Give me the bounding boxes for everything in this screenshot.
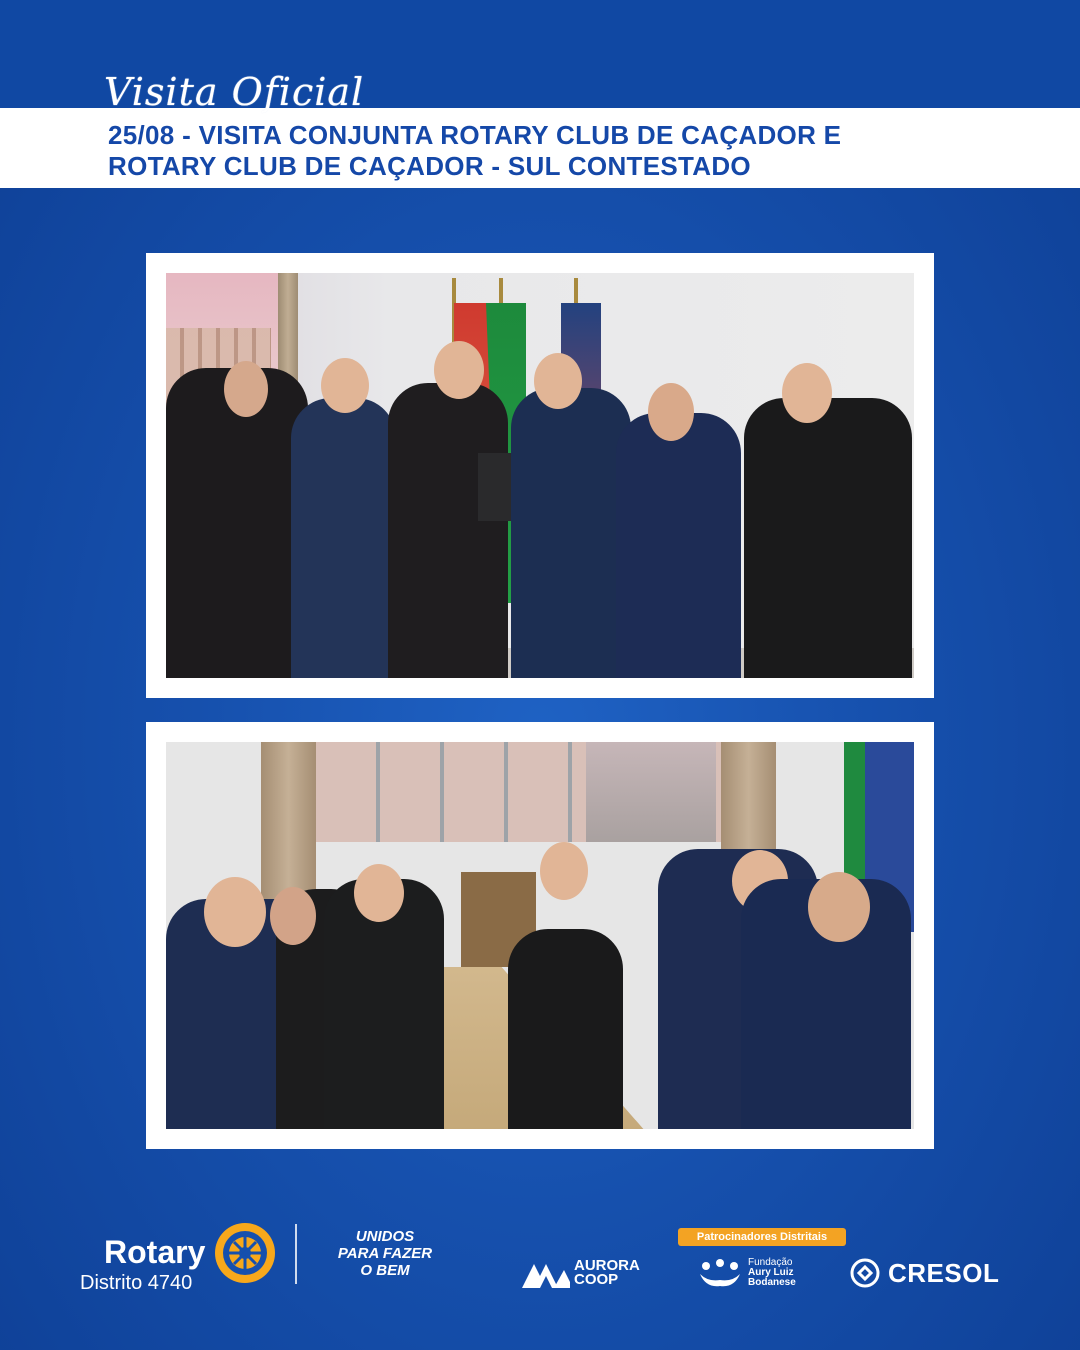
rotary-wheel-icon <box>213 1221 277 1285</box>
cresol-label: CRESOL <box>888 1257 1000 1288</box>
rotary-logo-text: Rotary <box>104 1234 206 1270</box>
title-line-2: ROTARY CLUB DE CAÇADOR - SUL CONTESTADO <box>108 151 751 181</box>
fundacao-line-3: Bodanese <box>748 1277 796 1288</box>
fundacao-line-1: Fundação <box>748 1257 793 1268</box>
fundacao-people-icon <box>698 1258 742 1288</box>
slogan-line-2: PARA FAZER <box>337 1245 433 1262</box>
meeting-photo <box>166 742 914 1129</box>
photo-frame-group <box>146 253 934 698</box>
fundacao-logo <box>698 1256 796 1290</box>
group-photo <box>166 273 914 678</box>
aurora-mountain-icon <box>522 1258 570 1288</box>
aurora-line-2: COOP <box>574 1271 619 1288</box>
slogan <box>310 1228 460 1279</box>
sponsor-tag: Patrocinadores Distritais <box>678 1228 846 1246</box>
kicker-text: Visita Oficial <box>104 70 365 114</box>
fundacao-line-2: Aury Luiz <box>748 1267 794 1278</box>
photo-frame-meeting <box>146 722 934 1149</box>
aurora-line-1: AURORA <box>574 1257 640 1274</box>
cresol-icon <box>850 1258 880 1288</box>
footer-divider <box>295 1224 297 1284</box>
slogan-line-1: UNIDOS <box>355 1228 415 1245</box>
slogan-line-3: O BEM <box>360 1262 410 1279</box>
title-line-1: 25/08 - VISITA CONJUNTA ROTARY CLUB DE CAÇADOR E <box>108 120 842 150</box>
page-title <box>108 120 988 182</box>
aurora-coop-logo <box>522 1256 640 1290</box>
district-label: Distrito 4740 <box>80 1272 193 1294</box>
cresol-logo <box>850 1256 999 1290</box>
